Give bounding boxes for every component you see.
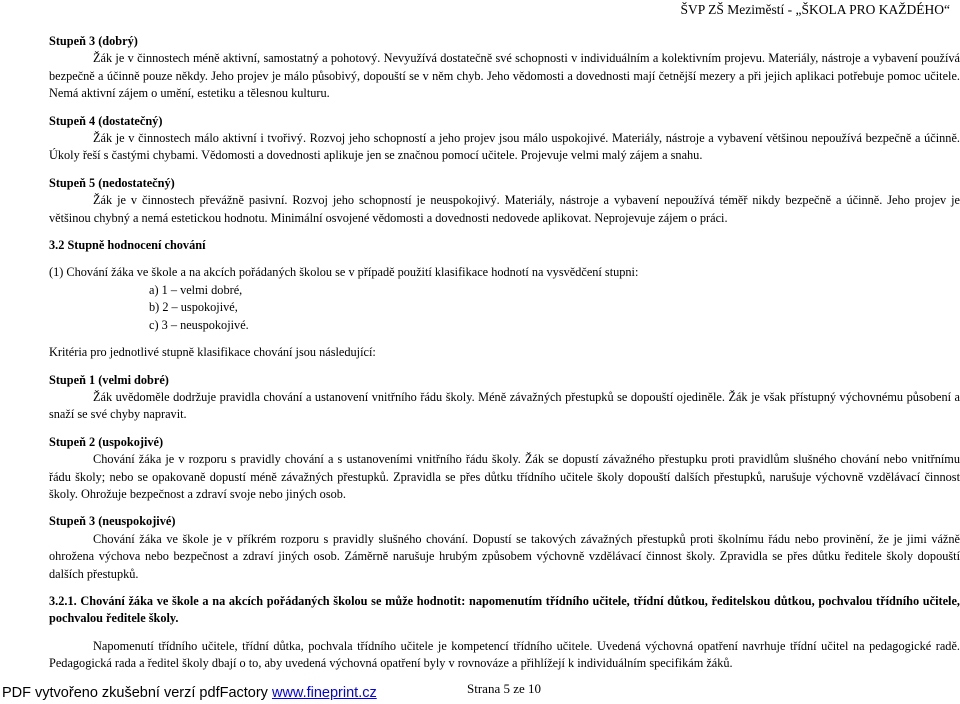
grade-3-heading: Stupeň 3 (dobrý) [49,34,138,48]
section-3-2-1-text: Napomenutí třídního učitele, třídní důtka, pochvala třídního učitele je kompetencí třídního učitele. Uvedená výchovná opatření navrhuje třídní učitel na pedagogické radě. Pedagogická rada a ředitel školy dbají o to, aby uvedená výchovná opatření byly v rovnováze a přihlížejí k individuálním specifikám žáků. [49,638,960,671]
behavior-3-heading: Stupeň 3 (neuspokojivé) [49,514,176,529]
pdf-notice [2,685,377,701]
document-content [49,33,960,673]
grade-4-heading: Stupeň 4 (dostatečný) [49,113,163,128]
page-number: Strana 5 ze 10 [467,681,542,696]
behavior-1-heading: Stupeň 1 (velmi dobré) [49,372,169,387]
behavior-intro: (1) Chování žáka ve škole a na akcích pořádaných školou se v případě použití klasifikace hodnotí na vysvědčení stupni: [49,265,639,280]
behavior-2-text: Chování žáka je v rozporu s pravidly chování a s ustanoveními vnitřního řádu školy. Žák se dopustí závažného přestupku proti pravidlům slušného chování nebo vnitřnímu řádu školy; nebo se opakovaně dopustí méně závažných přestupků. Zpravidla se přes důtku třídního učitele školy dopouští dalších přestupků, narušuje výchovně vzdělávací činnost školy. Ohrožuje bezpečnost a zdraví svoje nebo jiných osob. [49,452,960,501]
fineprint-link[interactable]: www.fineprint.cz [271,685,377,701]
behavior-3-text: Chování žáka ve škole je v příkrém rozporu s pravidly slušného chování. Dopustí se takových závažných přestupků proti školnímu řádu nebo provinění, že je jimi vážně ohrožena výchova nebo bezpečnost a zdraví jiných osob. Záměrně narušuje hrubým způsobem výchovně vzdělávací činnost školy. Zpravidla se přes důtku ředitele školy dopouští dalších přestupků. [49,531,960,581]
grade-5-heading: Stupeň 5 (nedostatečný) [49,175,175,190]
page-header: ŠVP ZŠ Meziměstí - „ŠKOLA PRO KAŽDÉHO“ [680,2,950,17]
grade-list-item: a) 1 – velmi dobré, [149,282,243,297]
grade-4-text: Žák je v činnostech málo aktivní i tvořivý. Rozvoj jeho schopností a jeho projev jsou málo uspokojivé. Materiály, nástroje a vybavení většinou nepoužívá bezpečně a účinně. Úkoly řeší s častými chybami. Vědomosti a dovednosti aplikuje jen se značnou pomocí učitele. Projevuje velmi malý zájem a snahu. [49,131,960,163]
grade-list-item: c) 3 – neuspokojivé. [149,317,249,332]
section-heading-3-2: 3.2 Stupně hodnocení chování [49,238,206,253]
grade-3-text: Žák je v činnostech méně aktivní, samostatný a pohotový. Nevyužívá dostatečně své schopnosti v individuálním a kolektivním projevu. Materiály, nástroje a vybavení používá bezpečně a účinně pouze někdy. Jeho projev je málo působivý, dopouští se v něm chyb. Jeho vědomosti a dovednosti mají četnější mezery a při jejich aplikaci potřebuje pomoc učitele. Nemá aktivní zájem o umění, estetiku a tělesnou kulturu. [49,51,960,101]
grade-5-text: Žák je v činnostech převážně pasivní. Rozvoj jeho schopností je neuspokojivý. Materiály, nástroje a vybavení nepoužívá téměř nikdy bezpečně a účinně. Jeho projev je většinou chybný a nemá estetickou hodnotu. Minimální osvojené vědomosti a dovednosti nedovede aplikovat. Neprojevuje zájem o práci. [49,193,960,225]
criteria-intro: Kritéria pro jednotlivé stupně klasifikace chování jsou následující: [49,345,376,360]
behavior-2-heading: Stupeň 2 (uspokojivé) [49,434,164,449]
behavior-1-text: Žák uvědoměle dodržuje pravidla chování a ustanovení vnitřního řádu školy. Méně závažných přestupků se dopouští ojediněle. Žák je však přístupný výchovnému působení a snaží se své chyby napravit. [49,389,960,422]
grade-list-item: b) 2 – uspokojivé, [149,300,238,315]
section-heading-3-2-1: 3.2.1. Chování žáka ve škole a na akcích pořádaných školou se může hodnotit: napomenutím třídního učitele, třídní důtkou, ředitelskou důtkou, pochvalou třídního učitele, pochvalou ředitele školy. [49,593,960,626]
pdf-notice-text: PDF vytvořeno zkušební verzí pdfFactory [2,685,272,701]
